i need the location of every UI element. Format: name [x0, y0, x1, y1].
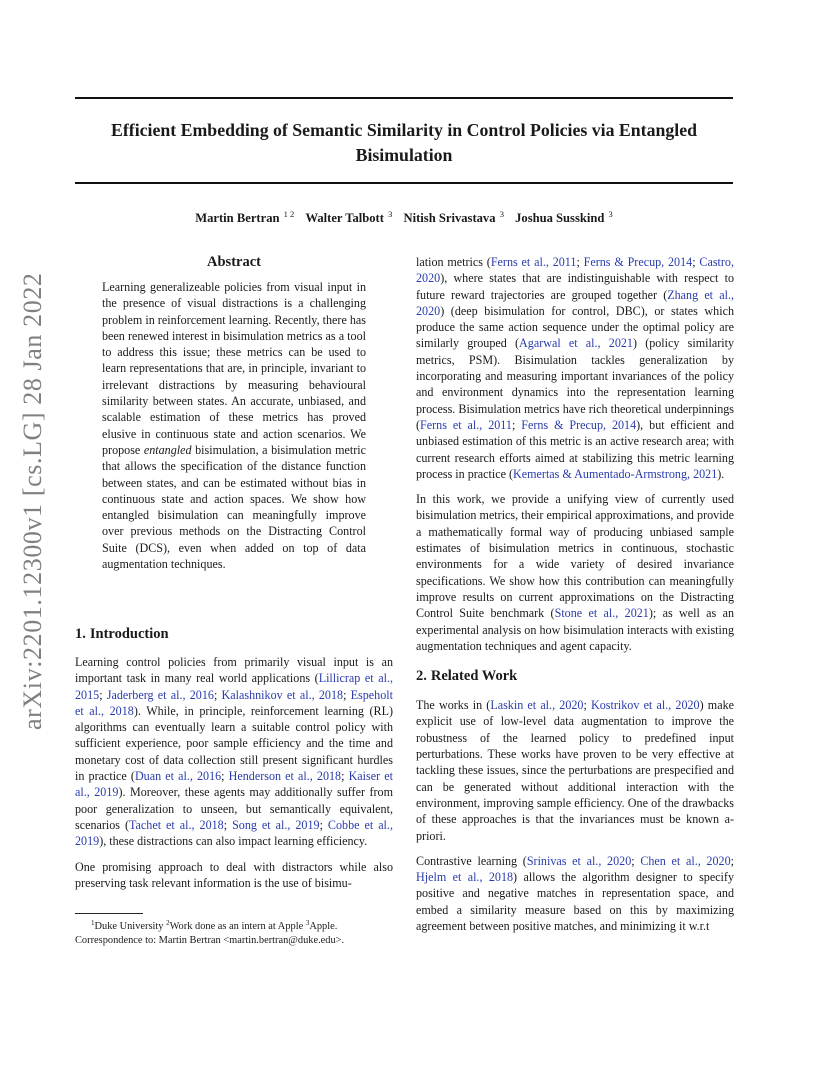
citation-link[interactable]: Kostrikov et al., 2020 [591, 698, 700, 713]
citation-link[interactable]: Kemertas & Aumentado-Armstrong, 2021 [513, 466, 718, 481]
citation-link[interactable]: Tachet et al., 2018 [129, 817, 224, 832]
citation-link[interactable]: Ferns & Precup, 2014 [521, 417, 637, 432]
citation-link[interactable]: Henderson et al., 2018 [228, 769, 342, 784]
title-rule-bottom [75, 182, 733, 184]
paragraph: Learning control policies from primarily visual input is an important task in many real world applications (Lillicrap et al., 2015; Jaderberg et al., 2016; Kalashnikov et al., 2018; Espeholt et al., 2018). While, in principle, reinforcement learning (RL) algorithms can eventually learn a suitable control policy with sufficient experience, poor sample efficiency and the time and monetary cost of data collection still present significant hurdles in practice (Duan et al., 2016; Henderson et al., 2018; Kaiser et al., 2019). Moreover, these agents may additionally suffer from poor generalization to unseen, but semantically equivalent, scenarios (Tachet et al., 2018; Song et al., 2019; Cobbe et al., 2019), these distractions can also impact learning efficiency. [75, 655, 393, 849]
paragraph: In this work, we provide a unifying view of currently used bisimulation metrics, their empirical approximations, and provide a mathematically formal way of producing unbiased sample estimates of bisimulation metrics in continuous, stochastic environments for a wide variety of desired invariance specifications. We show how this contribution can meaningfully improve results on current approximations on the Distracting Control Suite benchmark (Stone et al., 2021); as well as an experimental analysis on how bisimulation interacts with existing augmentation techniques and agent capacity. [416, 492, 734, 653]
citation-link[interactable]: Ferns & Precup, 2014 [583, 255, 693, 269]
citation-link[interactable]: Ferns et al., 2011 [420, 417, 512, 432]
paragraph: The works in (Laskin et al., 2020; Kostrikov et al., 2020) make explicit use of low-level data augmentation to improve the robustness of the learned policy to predefined input perturbations. These works have proven to be very effective at tackling these issues, since the perturbations are prespecified and can be generated without additional interaction with the environment, improving sample efficiency. One of the drawbacks of these approaches is that the invariances must be known a-priori. [416, 698, 735, 843]
citation-link[interactable]: Cobbe et al., 2019 [75, 817, 393, 849]
footnote: $^1$Duke University $^2$Work done as an intern at Apple $^3$Apple. Correspondence to: Martin Bertran <martin.bertran@duke.edu>. [75, 919, 345, 946]
citation-link[interactable]: Laskin et al., 2020 [490, 698, 584, 713]
citation-link[interactable]: Zhang et al., 2020 [416, 287, 734, 318]
paragraph: lation metrics (Ferns et al., 2011; Ferns & Precup, 2014; Castro, 2020), where states that are indistinguishable with respect to future reward trajectories are grouped together (Zhang et al., 2020) (deep bisimulation for control, DBC), or states which produce the same action sequence under the optimal policy are similarly grouped (Agarwal et al., 2021) (policy similarity metrics, PSM). Bisimulation tackles generalization by incorporating and measuring important invariances of the policy and environment dynamics into the representation learning process. Bisimulation metrics have rich theoretical underpinnings (Ferns et al., 2011; Ferns & Precup, 2014), but efficient and unbiased estimation of this metric is an active research area; with current research efforts aimed at stabilizing this metric learning process in practice (Kemertas & Aumentado-Armstrong, 2021). [416, 255, 735, 481]
citation-link[interactable]: Stone et al., 2021 [554, 606, 649, 621]
footnote-rule [75, 913, 143, 914]
title-rule-top [75, 97, 733, 99]
introduction-body [75, 654, 393, 891]
section-heading-related-work: 2. Related Work [416, 668, 518, 685]
arxiv-stamp: arXiv:2201.12300v1 [cs.LG] 28 Jan 2022 [18, 272, 47, 730]
paragraph: One promising approach to deal with distractors while also preserving task relevant information is the use of bisimu- [75, 859, 393, 890]
abstract-text: Learning generalizeable policies from visual input in the presence of visual distractions is a challenging problem in reinforcement learning. Recently, there has been renewed interest in bisimulation metrics as a tool to address this issue; these metrics can be used to learn representations that are, in principle, invariant to irrelevant distractions by measuring behavioural similarity between states. An accurate, unbiased, and scalable estimation of these metrics has proved elusive in continuous state and action scenarios. We propose entangled bisimulation, a bisimulation metric that allows the specification of the distance function between states, and can be estimated without bias in continuous state and action spaces. We show how entangled bisimulation can meaningfully improve over previous methods on the Distracting Control Suite (DCS), even when added on top of data augmentation techniques. [102, 280, 366, 572]
author: Martin Bertran $^{1 2}$ [195, 209, 295, 225]
author: Joshua Susskind $^3$ [515, 209, 613, 225]
citation-link[interactable]: Castro, 2020 [416, 255, 735, 286]
citation-link[interactable]: Lillicrap et al., 2015 [75, 671, 393, 702]
citation-link[interactable]: Duan et al., 2016 [134, 769, 222, 784]
section-heading-introduction: 1. Introduction [75, 626, 169, 642]
citation-link[interactable]: Song et al., 2019 [232, 817, 320, 832]
author: Nitish Srivastava $^3$ [403, 209, 504, 225]
citation-link[interactable]: Agarwal et al., 2021 [519, 336, 633, 351]
citation-link[interactable]: Kaiser et al., 2019 [75, 769, 393, 800]
citation-link[interactable]: Ferns et al., 2011 [490, 255, 577, 269]
citation-link[interactable]: Jaderberg et al., 2016 [106, 687, 214, 702]
author: Walter Talbott $^3$ [305, 209, 393, 225]
left-column [75, 250, 393, 890]
paper-title [75, 118, 733, 168]
citation-link[interactable]: Hjelm et al., 2018 [416, 870, 514, 885]
author-list [75, 209, 733, 226]
citation-link[interactable]: Srinivas et al., 2020 [526, 853, 632, 868]
right-column [416, 254, 734, 934]
title-line-2: Bisimulation [355, 145, 453, 165]
title-line-1: Efficient Embedding of Semantic Similarity in Control Policies via Entangled [111, 120, 697, 140]
paragraph: Contrastive learning (Srinivas et al., 2020; Chen et al., 2020; Hjelm et al., 2018) allows the algorithm designer to specify positive and negative matches in representation space, and embed a similarity measure based on this by maximizing agreement between positive matches, and minimizing it w.r.t [416, 853, 734, 933]
abstract-heading: Abstract [207, 254, 261, 270]
citation-link[interactable]: Espeholt et al., 2018 [75, 687, 393, 718]
citation-link[interactable]: Chen et al., 2020 [640, 853, 731, 868]
citation-link[interactable]: Kalashnikov et al., 2018 [221, 687, 344, 702]
